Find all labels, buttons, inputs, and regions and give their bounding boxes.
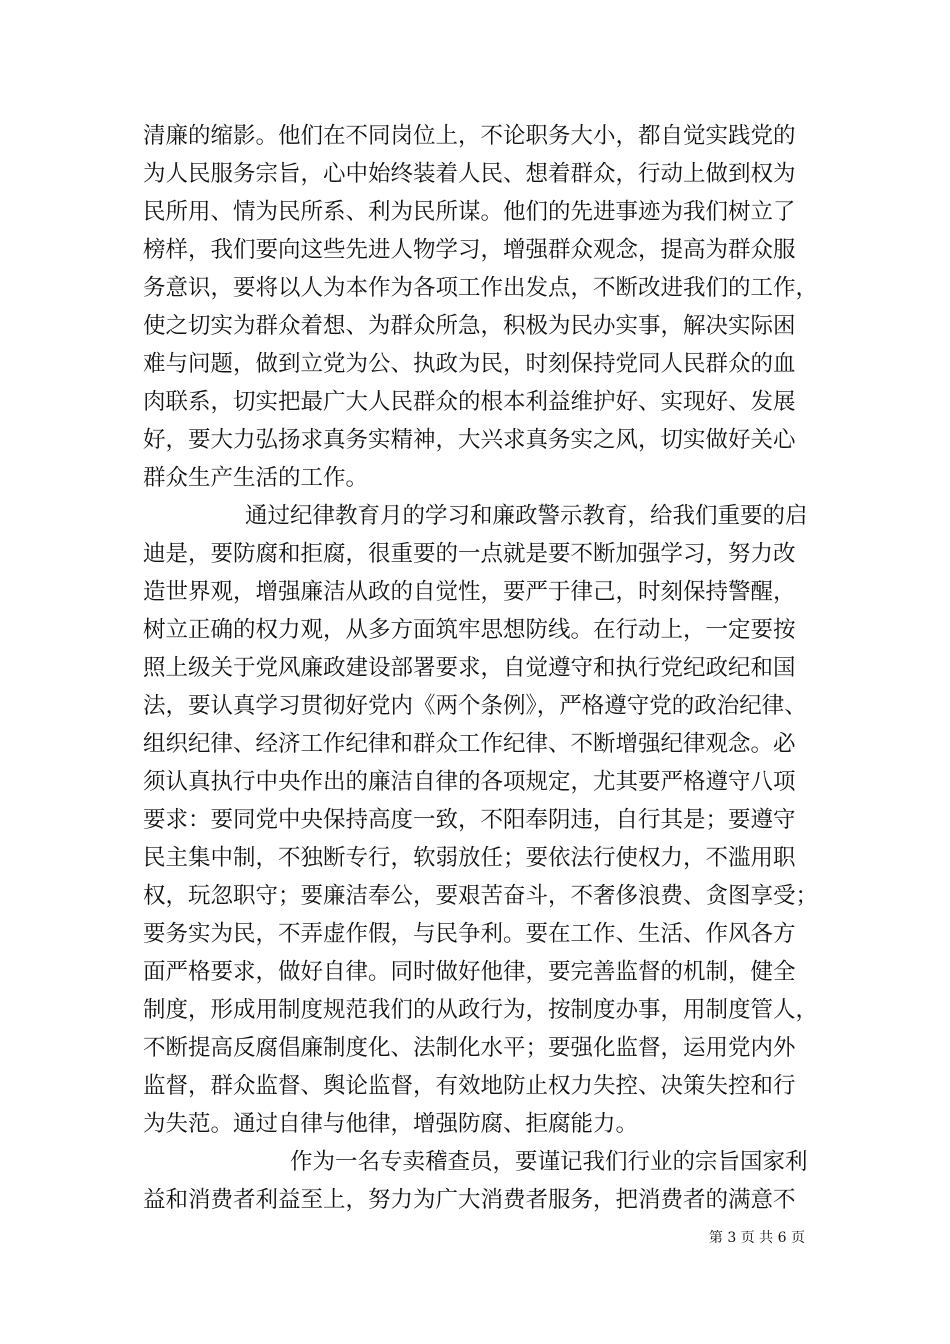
text-line: 要务实为民，不弄虚作假，与民争利。要在工作、生活、作风各方	[143, 921, 796, 947]
text-line: 面严格要求，做好自律。同时做好他律，要完善监督的机制，健全	[143, 959, 796, 985]
text-line: 造世界观，增强廉洁从政的自觉性，要严于律己，时刻保持警醒，	[143, 579, 796, 605]
text-line: 使之切实为群众着想、为群众所急，积极为民办实事，解决实际困	[143, 313, 796, 339]
text-line: 须认真执行中央作出的廉洁自律的各项规定，尤其要严格遵守八项	[143, 769, 796, 795]
text-line: 好，要大力弘扬求真务实精神，大兴求真务实之风，切实做好关心	[143, 427, 796, 453]
text-line: 务意识，要将以人为本作为各项工作出发点，不断改进我们的工作，	[143, 275, 819, 301]
text-line: 难与问题，做到立党为公、执政为民，时刻保持党同人民群众的血	[143, 351, 796, 377]
text-line: 民主集中制，不独断专行，软弱放任；要依法行使权力，不滥用职	[143, 845, 796, 871]
page-number: 第 3 页 共 6 页	[708, 1230, 805, 1246]
text-line: 制度，形成用制度规范我们的从政行为，按制度办事，用制度管人，	[143, 997, 819, 1023]
text-line: 榜样，我们要向这些先进人物学习，增强群众观念，提高为群众服	[143, 237, 796, 263]
text-line: 肉联系，切实把最广大人民群众的根本利益维护好、实现好、发展	[143, 389, 796, 415]
text-line: 树立正确的权力观，从多方面筑牢思想防线。在行动上，一定要按	[143, 617, 796, 643]
text-line: 益和消费者利益至上，努力为广大消费者服务，把消费者的满意不	[143, 1187, 796, 1213]
text-line: 民所用、情为民所系、利为民所谋。他们的先进事迹为我们树立了	[143, 199, 796, 225]
text-line: 群众生产生活的工作。	[143, 465, 369, 491]
text-line: 不断提高反腐倡廉制度化、法制化水平；要强化监督，运用党内外	[143, 1035, 796, 1061]
text-line: 清廉的缩影。他们在不同岗位上，不论职务大小，都自觉实践党的	[143, 123, 796, 149]
text-line: 迪是，要防腐和拒腐，很重要的一点就是要不断加强学习，努力改	[143, 541, 796, 567]
text-line: 照上级关于党风廉政建设部署要求，自觉遵守和执行党纪政纪和国	[143, 655, 796, 681]
text-line: 要求：要同党中央保持高度一致，不阳奉阴违，自行其是；要遵守	[143, 807, 796, 833]
paragraph-first-line: 通过纪律教育月的学习和廉政警示教育，给我们重要的启	[245, 503, 808, 529]
text-line: 法，要认真学习贯彻好党内《两个条例》，严格遵守党的政治纪律、	[143, 693, 807, 719]
paragraph-first-line: 作为一名专卖稽查员，要谨记我们行业的宗旨国家利	[290, 1149, 808, 1175]
text-line: 为失范。通过自律与他律，增强防腐、拒腐能力。	[143, 1111, 639, 1137]
text-line: 权，玩忽职守；要廉洁奉公，要艰苦奋斗，不奢侈浪费、贪图享受；	[143, 883, 819, 909]
text-line: 组织纪律、经济工作纪律和群众工作纪律、不断增强纪律观念。必	[143, 731, 796, 757]
text-line: 监督，群众监督、舆论监督，有效地防止权力失控、决策失控和行	[143, 1073, 796, 1099]
text-line: 为人民服务宗旨，心中始终装着人民、想着群众，行动上做到权为	[143, 161, 796, 187]
